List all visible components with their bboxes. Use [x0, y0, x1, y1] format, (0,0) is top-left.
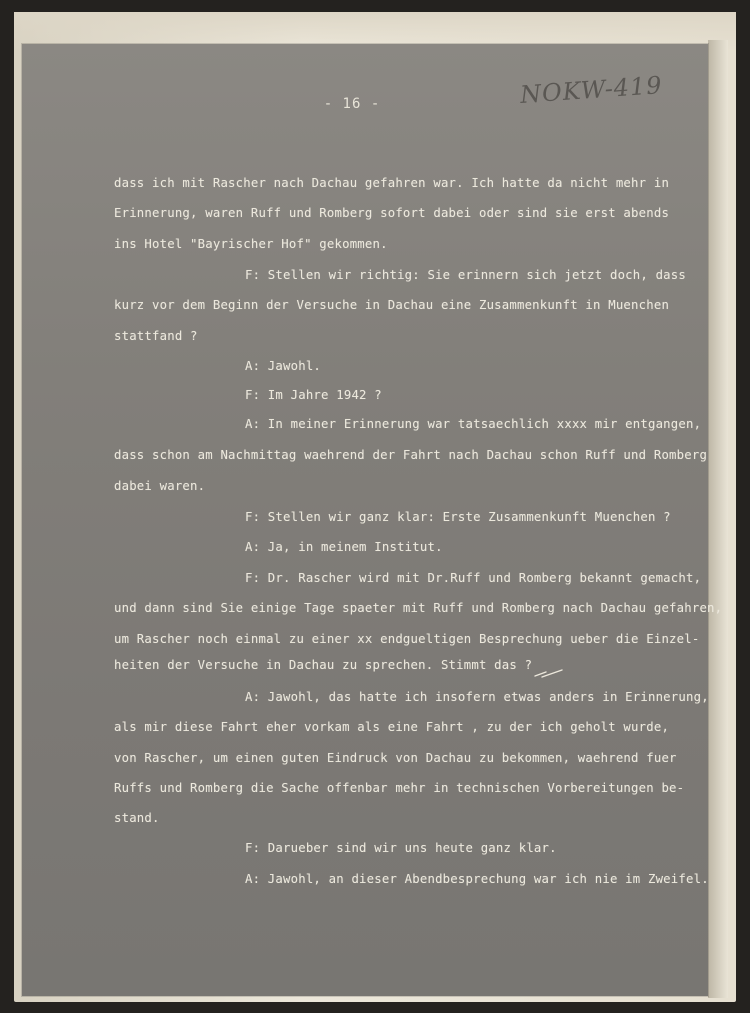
text-line: dass ich mit Rascher nach Dachau gefahren war. Ich hatte da nicht mehr in	[114, 176, 670, 190]
text-line: dass schon am Nachmittag waehrend der Fahrt nach Dachau schon Ruff und Romberg	[114, 448, 708, 462]
text-line: A: In meiner Erinnerung war tatsaechlich xxxx mir entgangen,	[245, 417, 702, 431]
text-line: Ruffs und Romberg die Sache offenbar mehr in technischen Vorbereitungen be-	[114, 781, 685, 795]
text-line: F: Stellen wir ganz klar: Erste Zusammenkunft Muenchen ?	[245, 510, 671, 524]
text-line: von Rascher, um einen guten Eindruck von Dachau zu bekommen, waehrend fuer	[114, 751, 677, 765]
text-line: dabei waren.	[114, 479, 206, 493]
text-line: Erinnerung, waren Ruff und Romberg sofort dabei oder sind sie erst abends	[114, 206, 670, 220]
handwritten-tick-mark	[534, 668, 564, 678]
text-line: F: Dr. Rascher wird mit Dr.Ruff und Romberg bekannt gemacht,	[245, 571, 702, 585]
page-number: - 16 -	[323, 96, 381, 112]
text-line: A: Jawohl, das hatte ich insofern etwas anders in Erinnerung,	[245, 690, 709, 704]
text-line: F: Im Jahre 1942 ?	[245, 388, 382, 402]
text-line: ins Hotel "Bayrischer Hof" gekommen.	[114, 237, 388, 251]
text-line: A: Jawohl.	[245, 359, 322, 373]
text-line: und dann sind Sie einige Tage spaeter mit Ruff und Romberg nach Dachau gefahren,	[114, 601, 723, 615]
text-line: stand.	[114, 811, 160, 825]
text-line: A: Ja, in meinem Institut.	[245, 540, 443, 554]
text-line: heiten der Versuche in Dachau zu sprechen. Stimmt das ?	[114, 658, 533, 672]
text-line: F: Darueber sind wir uns heute ganz klar.	[245, 841, 557, 855]
text-line: als mir diese Fahrt eher vorkam als eine Fahrt , zu der ich geholt wurde,	[114, 720, 670, 734]
paper-edge	[708, 40, 728, 998]
text-line: A: Jawohl, an dieser Abendbesprechung war ich nie im Zweifel.	[245, 872, 709, 886]
text-line: stattfand ?	[114, 329, 198, 343]
text-line: kurz vor dem Beginn der Versuche in Dachau eine Zusammenkunft in Muenchen	[114, 298, 670, 312]
handwritten-reference: NOKW-419	[519, 71, 664, 109]
text-line: F: Stellen wir richtig: Sie erinnern sich jetzt doch, dass	[245, 268, 686, 282]
text-line: um Rascher noch einmal zu einer xx endgueltigen Besprechung ueber die Einzel-	[114, 632, 700, 646]
